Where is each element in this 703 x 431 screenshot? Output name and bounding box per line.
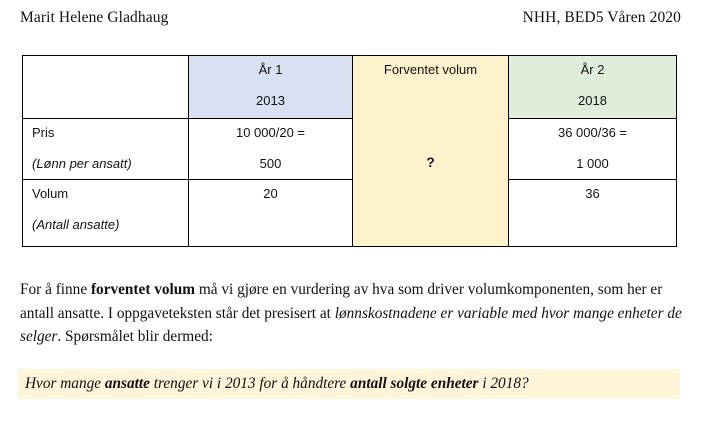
price-volume-table-container [22,55,676,247]
question-part-1: Hvor mange [25,375,105,392]
price-year1-expression: 10 000/20 = [235,125,306,140]
year1-title: År 1 [258,62,283,77]
header-cell-year1 [189,56,353,119]
explanation-paragraph [20,278,684,349]
table-row [23,180,677,247]
highlighted-question [18,369,680,399]
table-header-row [23,56,677,119]
expected-volume-question-mark: ? [426,154,435,170]
header-cell-year2 [509,56,677,119]
price-sublabel: (Lønn per ansatt) [32,155,132,171]
price-year2-value: 1 000 [576,155,609,171]
row-label-price [23,119,189,180]
row-label-volume [23,180,189,247]
explanation-part-2: må vi gjøre en vurdering av hva som driver volumkomponenten, som her er antall ansatte. I oppgaveteksten står det presisert at [20,281,663,322]
question-part-2: trenger vi i 2013 for å håndtere [149,375,351,392]
price-year1-value: 500 [259,155,282,171]
explanation-text [20,278,684,349]
price-year1-cell [189,119,353,180]
explanation-part-1: For å finne [20,281,91,298]
author-name: Marit Helene Gladhaug [20,9,169,26]
year2-title: År 2 [580,62,605,77]
volume-year2-cell [509,180,677,247]
explanation-italic-lonnskostnader: lønnskostnadene er variable med hvor mange enheter de selger [20,304,682,345]
header-cell-blank [23,56,189,119]
question-part-3: i 2018? [478,375,529,392]
volume-label: Volum [32,186,69,201]
price-year2-expression: 36 000/36 = [557,125,628,140]
question-bold-ansatte: ansatte [104,375,150,392]
explanation-bold-forventet-volum: forventet volum [90,281,196,298]
year1-subtitle: 2013 [256,92,285,108]
table-row [23,119,677,180]
expected-volume-column [353,56,509,247]
question-bold-antall-solgte-enheter: antall solgte enheter [350,375,479,392]
price-year2-cell [509,119,677,180]
price-volume-table [22,55,677,247]
year2-subtitle: 2018 [578,92,607,108]
volume-year2-value: 36 [585,186,600,201]
volume-year1-cell [189,180,353,247]
explanation-part-3: . Spørsmålet blir dermed: [57,328,213,345]
expected-volume-title: Forventet volum [383,62,478,77]
course-label: NHH, BED5 Våren 2020 [522,9,681,26]
volume-year1-value: 20 [263,186,278,201]
price-label: Pris [32,125,55,140]
expected-volume-answer-cell [353,154,508,170]
volume-sublabel: (Antall ansatte) [32,216,120,232]
document-header [20,6,681,30]
